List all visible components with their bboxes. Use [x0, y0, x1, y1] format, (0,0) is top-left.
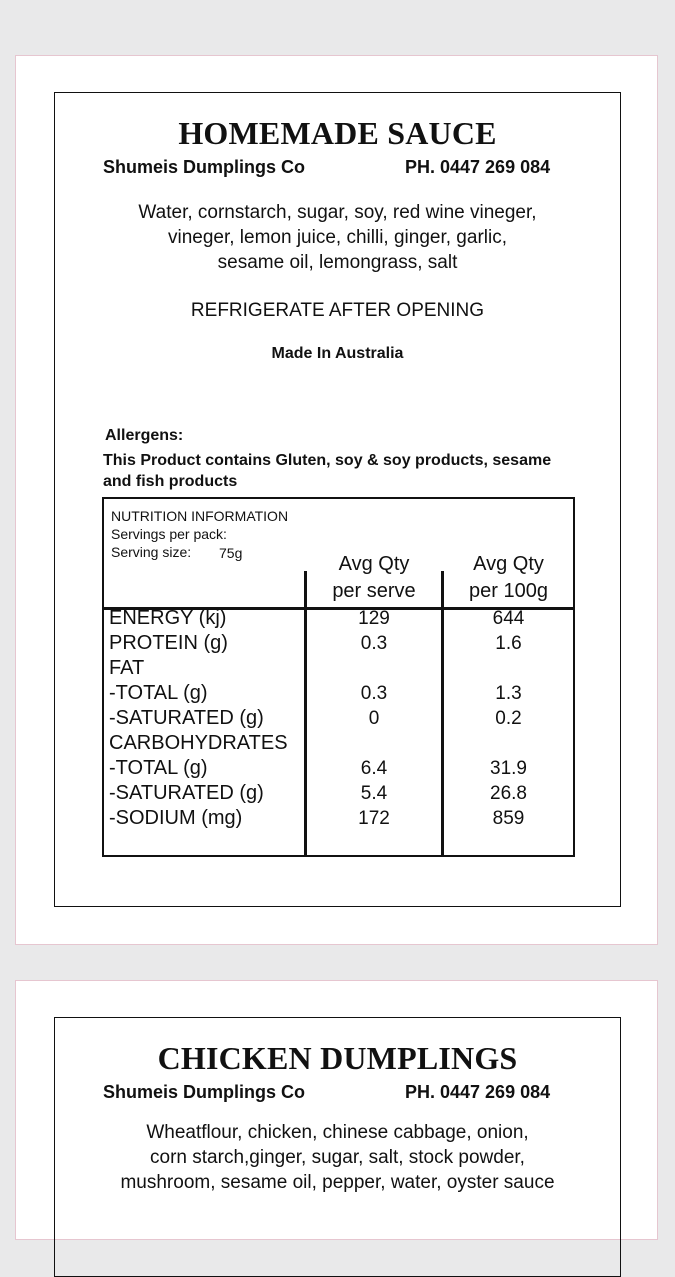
- nutrition-value-per-100g: 1.3: [495, 683, 522, 704]
- nutrition-heading: NUTRITION INFORMATION: [111, 508, 289, 524]
- company-name: Shumeis Dumplings Co: [103, 157, 306, 177]
- company-name: Shumeis Dumplings Co: [103, 1082, 306, 1102]
- product-label-chicken-dumplings: [54, 1017, 621, 1277]
- phone-number: PH. 0447 269 084: [405, 157, 551, 177]
- nutrition-value-per-100g: 1.6: [495, 633, 522, 654]
- nutrition-row-label: -TOTAL (g): [109, 682, 208, 704]
- product-label-homemade-sauce: [54, 92, 621, 907]
- allergens-heading: Allergens:: [105, 427, 184, 444]
- nutrition-value-per-serve: 129: [358, 608, 390, 629]
- column-header-per-100g: [444, 551, 573, 605]
- ingredients-list: [55, 200, 620, 275]
- nutrition-value-per-100g: 859: [492, 808, 525, 829]
- column-header-line: per serve: [332, 580, 416, 602]
- column-header-line: Avg Qty: [473, 553, 544, 575]
- nutrition-row-label: -TOTAL (g): [109, 757, 208, 779]
- nutrition-value-per-serve: 6.4: [360, 758, 388, 779]
- label-page-2: [15, 980, 658, 1240]
- nutrition-value-per-serve: 5.4: [360, 783, 388, 804]
- allergens-statement: This Product contains Gluten, soy & soy products, sesame and fish products: [103, 452, 552, 490]
- nutrition-value-per-100g: 26.8: [490, 783, 527, 804]
- column-header-line: Avg Qty: [338, 553, 410, 575]
- serving-size-value: 75g: [219, 545, 243, 561]
- servings-per-pack: Servings per pack:: [111, 526, 227, 542]
- nutrition-value-per-100g: 31.9: [490, 758, 527, 779]
- nutrition-row-label: CARBOHYDRATES: [109, 732, 288, 754]
- storage-instruction: REFRIGERATE AFTER OPENING: [190, 300, 485, 321]
- ingredients-list: [55, 1120, 620, 1195]
- serving-size-label: Serving size:: [111, 544, 192, 560]
- product-title: HOMEMADE SAUCE: [178, 115, 497, 151]
- nutrition-row-label: FAT: [109, 657, 145, 679]
- nutrition-value-per-serve: 0: [368, 708, 380, 729]
- nutrition-value-per-serve: 172: [358, 808, 390, 829]
- nutrition-row-label: -SODIUM (mg): [109, 807, 243, 829]
- country-of-origin: Made In Australia: [271, 345, 404, 362]
- nutrition-value-per-100g: 0.2: [495, 708, 522, 729]
- nutrition-row-label: ENERGY (kj): [109, 607, 227, 629]
- label-page-1: [15, 55, 658, 945]
- ingredients-line: corn starch,ginger, sugar, salt, stock powder,: [150, 1147, 525, 1168]
- nutrition-value-per-100g: 644: [492, 608, 525, 629]
- ingredients-line: vineger, lemon juice, chilli, ginger, garlic,: [167, 227, 507, 248]
- nutrition-value-per-serve: 0.3: [360, 633, 388, 654]
- ingredients-line: Water, cornstarch, sugar, soy, red wine vineger,: [138, 202, 537, 223]
- nutrition-information-panel: [102, 497, 575, 857]
- column-header-per-serve: [307, 551, 441, 605]
- nutrition-value-per-serve: 0.3: [360, 683, 388, 704]
- ingredients-line: Wheatflour, chicken, chinese cabbage, onion,: [146, 1122, 529, 1143]
- product-title: CHICKEN DUMPLINGS: [157, 1040, 518, 1076]
- nutrition-row-label: -SATURATED (g): [109, 707, 264, 729]
- ingredients-line: sesame oil, lemongrass, salt: [217, 252, 458, 273]
- column-header-line: per 100g: [469, 580, 548, 602]
- nutrition-row-label: PROTEIN (g): [109, 632, 228, 654]
- nutrition-row-label: -SATURATED (g): [109, 782, 264, 804]
- phone-number: PH. 0447 269 084: [405, 1082, 551, 1102]
- ingredients-line: mushroom, sesame oil, pepper, water, oyster sauce: [120, 1172, 555, 1193]
